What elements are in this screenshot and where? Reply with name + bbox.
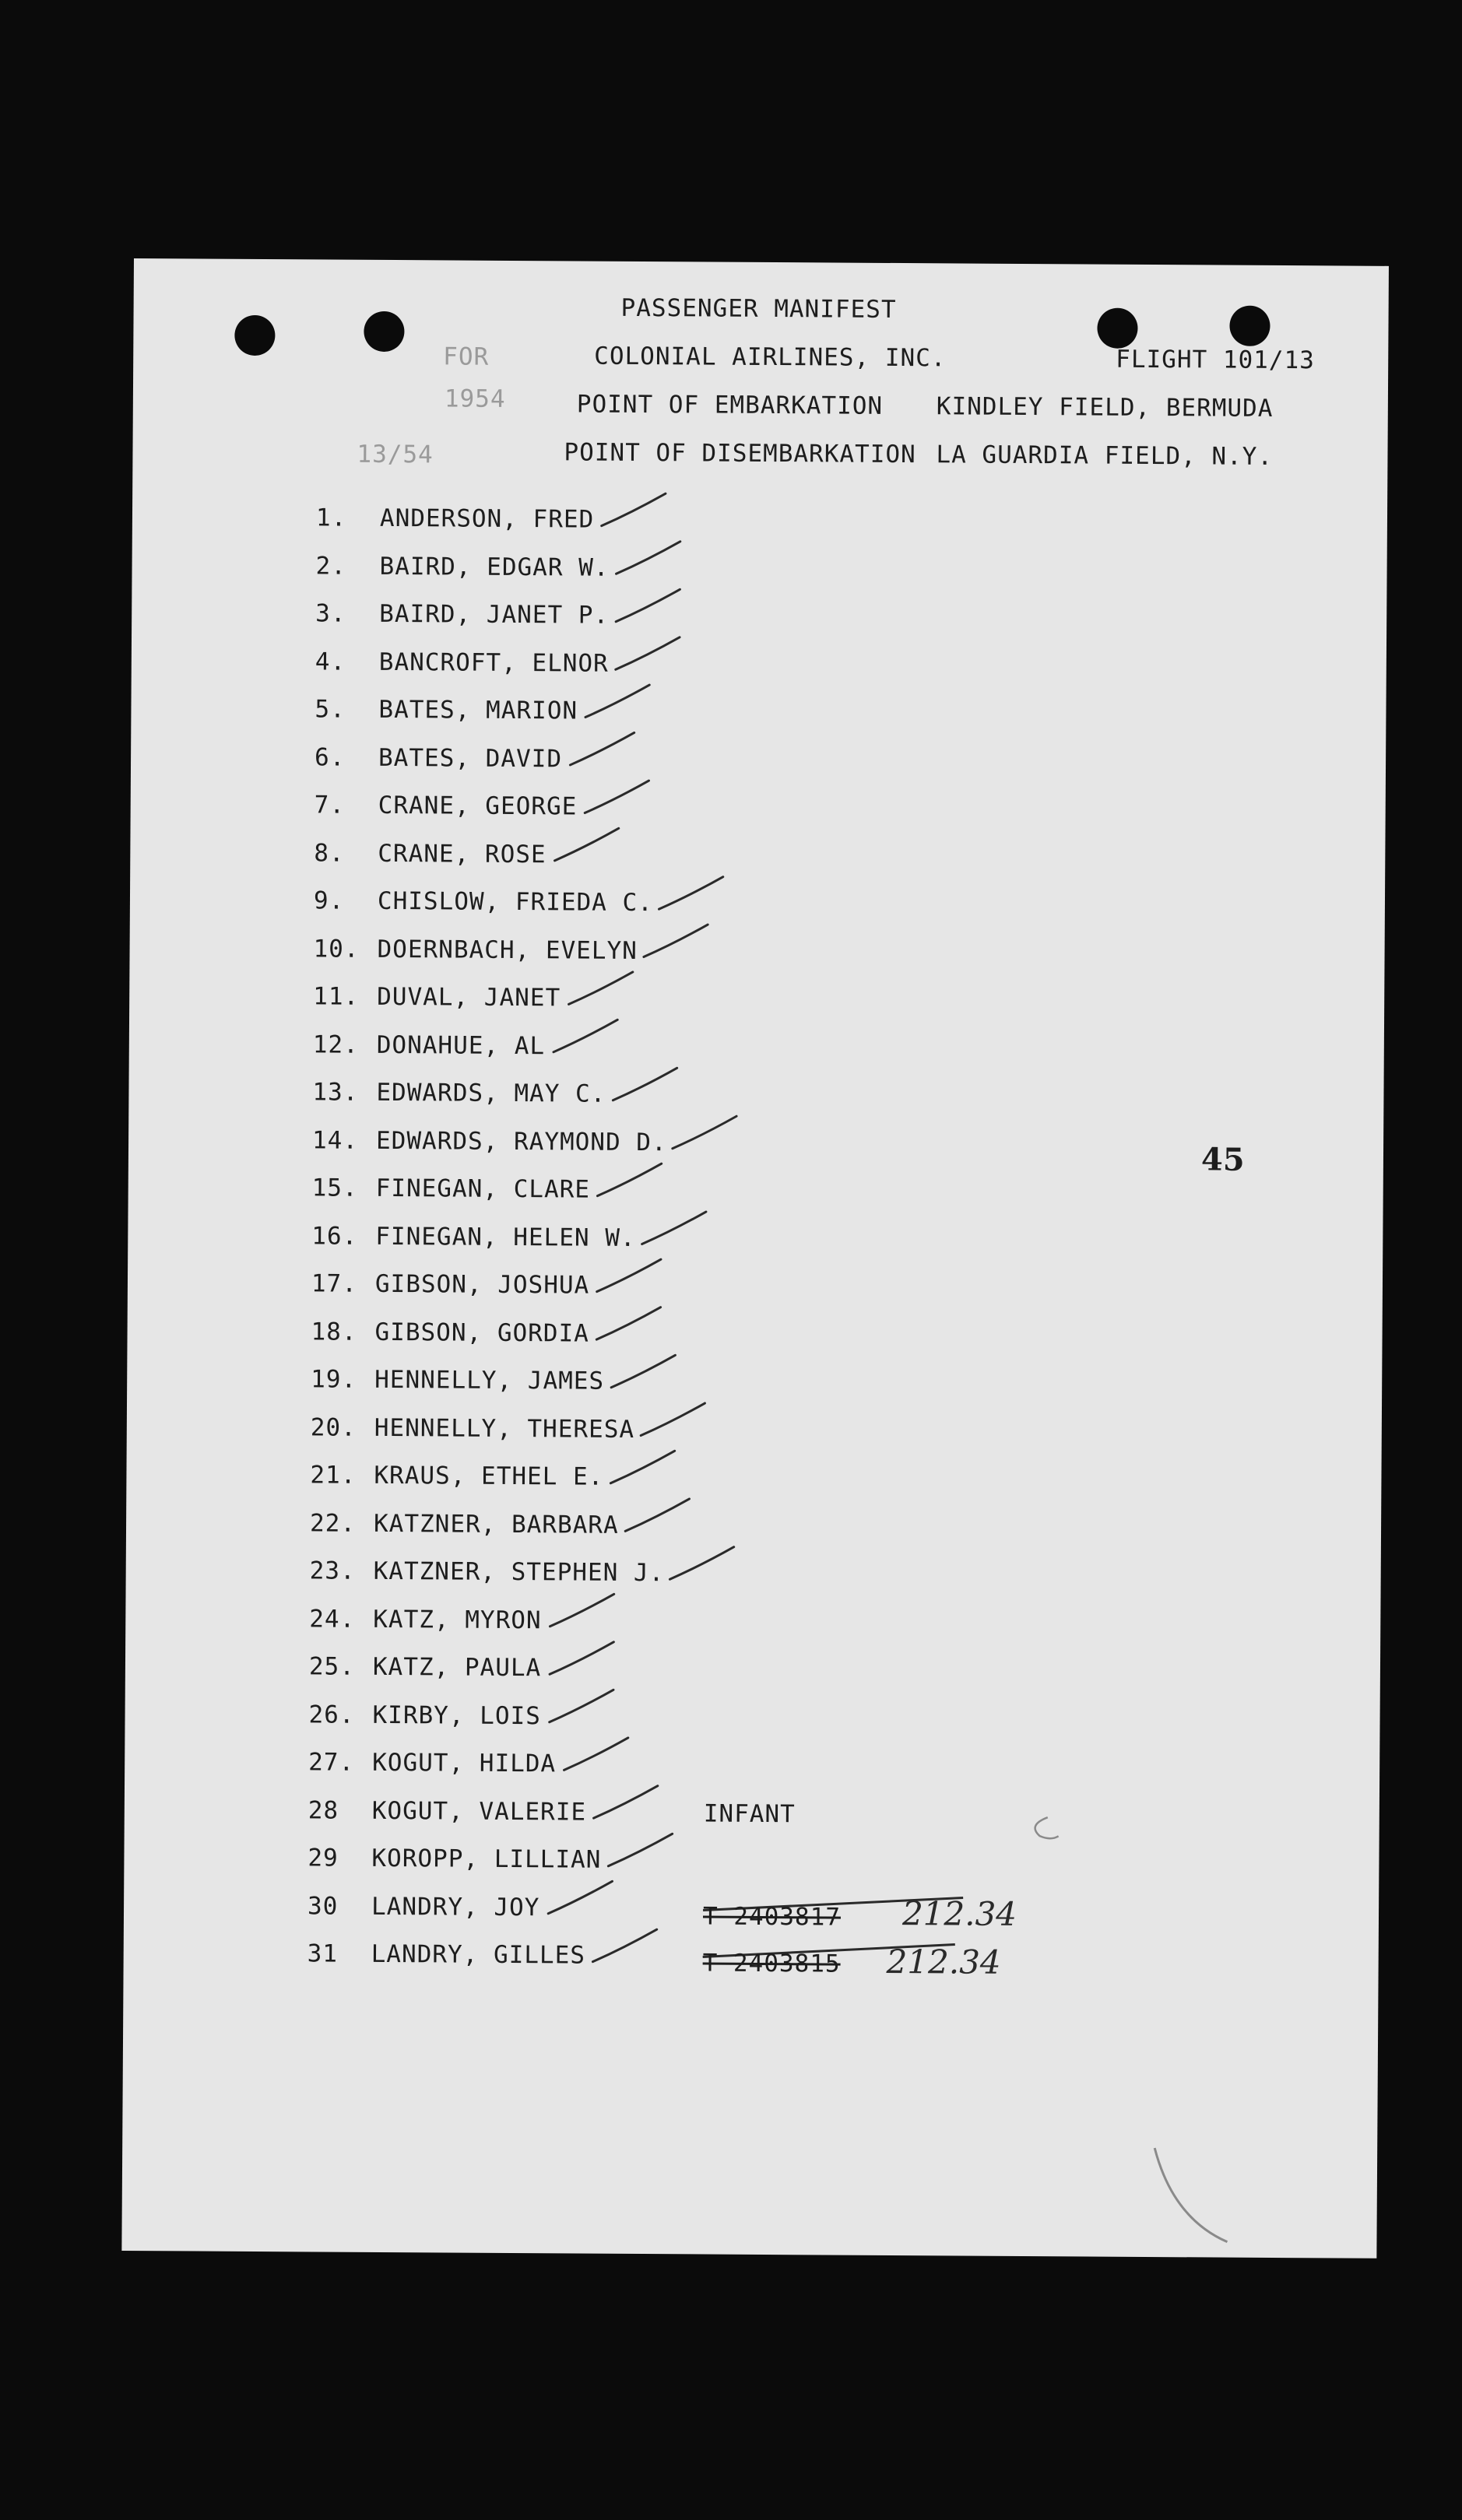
passenger-number: 31 — [307, 1939, 339, 1968]
check-mark — [625, 1498, 689, 1532]
passenger-number: 24. — [309, 1604, 356, 1634]
faint-stamp: 1954 — [444, 384, 506, 413]
check-mark — [611, 1355, 675, 1388]
passenger-name: HENNELLY, JAMES — [374, 1365, 605, 1395]
passenger-number: 26. — [308, 1700, 355, 1729]
embarkation-label: POINT OF EMBARKATION — [576, 390, 884, 420]
passenger-number: 29 — [308, 1844, 339, 1872]
check-mark — [659, 876, 723, 910]
check-mark — [669, 1546, 733, 1580]
passenger-name: BAIRD, JANET P. — [379, 599, 610, 630]
handwritten-amount: 212.34 — [901, 1894, 1017, 1933]
passenger-number: 2. — [315, 551, 347, 581]
passenger-number: 8. — [314, 838, 345, 868]
passenger-number: 1. — [315, 504, 347, 532]
passenger-row — [314, 839, 546, 869]
punch-hole — [364, 311, 404, 352]
passenger-row — [310, 1509, 619, 1539]
manifest-title: PASSENGER MANIFEST — [620, 293, 897, 324]
passenger-row — [308, 1892, 540, 1922]
passenger-row — [311, 1365, 604, 1395]
check-mark — [594, 1785, 658, 1819]
check-mark — [596, 1307, 660, 1340]
passenger-row — [315, 599, 609, 629]
passenger-name: KATZ, PAULA — [372, 1652, 542, 1683]
embarkation-value: KINDLEY FIELD, BERMUDA — [936, 392, 1274, 423]
passenger-name: BANCROFT, ELNOR — [378, 648, 609, 678]
check-mark — [613, 1068, 677, 1101]
check-mark — [585, 685, 649, 718]
check-mark — [642, 1212, 706, 1245]
passenger-number: 14. — [311, 1125, 359, 1155]
passenger-name: BATES, DAVID — [378, 743, 563, 773]
check-mark — [585, 781, 648, 814]
passenger-number: 11. — [313, 982, 360, 1011]
passenger-row — [315, 552, 609, 581]
check-mark — [617, 541, 680, 574]
passenger-name: BATES, MARION — [378, 695, 578, 725]
passenger-row — [315, 695, 578, 725]
passenger-name: LANDRY, JOY — [371, 1892, 540, 1922]
passenger-number: 22. — [309, 1508, 357, 1538]
page-number: 45 — [1200, 1141, 1245, 1178]
passenger-row — [308, 1796, 587, 1826]
check-mark — [550, 1641, 613, 1675]
check-mark — [550, 1594, 613, 1627]
passenger-name: KATZ, MYRON — [373, 1605, 542, 1634]
passenger-row — [313, 982, 561, 1012]
passenger-number: 7. — [314, 791, 346, 820]
passenger-row — [315, 648, 609, 677]
handwritten-amount: 212.34 — [886, 1942, 1001, 1981]
check-mark — [616, 589, 680, 623]
check-mark — [548, 1881, 612, 1915]
passenger-number: 25. — [308, 1652, 356, 1681]
passenger-number: 30 — [307, 1891, 339, 1921]
disembarkation-value: LA GUARDIA FIELD, N.Y. — [936, 440, 1274, 471]
passenger-number: 17. — [311, 1269, 358, 1298]
infant-note: INFANT — [703, 1799, 796, 1829]
passenger-row — [315, 791, 578, 820]
passenger-row — [308, 1700, 541, 1730]
passenger-row — [312, 1174, 591, 1203]
passenger-name: KATZNER, BARBARA — [373, 1509, 619, 1539]
passenger-number: 13. — [312, 1078, 359, 1107]
passenger-row — [313, 935, 637, 965]
passenger-number: 27. — [308, 1748, 355, 1777]
passenger-number: 6. — [314, 742, 346, 772]
passenger-number: 12. — [312, 1030, 359, 1059]
passenger-number: 21. — [310, 1461, 357, 1490]
passenger-number: 18. — [311, 1317, 357, 1346]
passenger-name: DUVAL, JANET — [377, 982, 561, 1013]
check-mark — [644, 925, 708, 958]
passenger-name: KIRBY, LOIS — [372, 1700, 541, 1730]
passenger-number: 23. — [309, 1557, 356, 1585]
passenger-row — [309, 1605, 542, 1634]
passenger-row — [313, 1030, 546, 1060]
check-mark — [616, 637, 680, 670]
passenger-name: EDWARDS, RAYMOND D. — [375, 1126, 667, 1156]
passenger-name: ANDERSON, FRED — [379, 504, 595, 534]
flight-number: FLIGHT 101/13 — [1116, 345, 1315, 375]
passenger-row — [312, 1126, 667, 1156]
passenger-name: LANDRY, GILLES — [371, 1939, 586, 1970]
passenger-name: DONAHUE, AL — [376, 1030, 546, 1060]
passenger-name: GIBSON, JOSHUA — [374, 1269, 590, 1300]
check-mark — [608, 1834, 672, 1867]
passenger-number: 15. — [311, 1174, 358, 1202]
faint-stamp: FOR — [443, 342, 490, 371]
check-mark — [564, 1737, 628, 1771]
passenger-name: KOGUT, VALERIE — [371, 1796, 587, 1827]
passenger-number: 16. — [311, 1221, 358, 1251]
passenger-row — [314, 886, 653, 917]
punch-hole — [234, 315, 275, 356]
passenger-name: KOGUT, HILDA — [372, 1748, 557, 1778]
passenger-number: 5. — [315, 695, 346, 724]
passenger-row — [311, 1222, 635, 1252]
passenger-name: GIBSON, GORDIA — [374, 1318, 589, 1348]
manifest-sheet — [121, 258, 1389, 2259]
pencil-mark — [1154, 2148, 1228, 2242]
check-mark — [592, 1929, 656, 1963]
passenger-name: DOERNBACH, EVELYN — [377, 935, 638, 965]
passenger-name: KOROPP, LILLIAN — [371, 1844, 602, 1874]
passenger-row — [312, 1078, 606, 1107]
passenger-number: 3. — [315, 599, 346, 628]
passenger-number: 9. — [313, 886, 345, 915]
passenger-row — [310, 1557, 665, 1587]
passenger-number: 28 — [308, 1795, 339, 1825]
passenger-name: KATZNER, STEPHEN J. — [373, 1557, 665, 1588]
passenger-name: KRAUS, ETHEL E. — [374, 1461, 604, 1491]
check-mark — [550, 1690, 613, 1723]
passenger-row — [308, 1844, 601, 1873]
pencil-mark — [1035, 1817, 1059, 1838]
passenger-name: BAIRD, EDGAR W. — [379, 552, 610, 582]
passenger-row — [308, 1748, 556, 1778]
check-mark — [602, 493, 666, 527]
ticket-number-struck: T 2403817 — [702, 1902, 842, 1932]
check-mark — [569, 971, 633, 1005]
check-mark — [570, 732, 634, 766]
passenger-row — [315, 743, 562, 773]
passenger-number: 4. — [315, 647, 346, 676]
disembarkation-label: POINT OF DISEMBARKATION — [564, 438, 916, 469]
passenger-name: EDWARDS, MAY C. — [376, 1078, 606, 1108]
ticket-number-struck: T 2403815 — [702, 1949, 841, 1978]
passenger-row — [308, 1939, 586, 1969]
passenger-name: HENNELLY, THERESA — [374, 1413, 635, 1444]
check-mark — [554, 1020, 617, 1053]
passenger-number: 19. — [311, 1365, 357, 1394]
passenger-row — [310, 1461, 603, 1490]
passenger-row — [311, 1413, 634, 1444]
check-mark — [641, 1403, 705, 1437]
passenger-row — [316, 504, 595, 533]
passenger-number: 20. — [310, 1413, 357, 1442]
punch-hole — [1229, 306, 1270, 346]
carrier-name: COLONIAL AIRLINES, INC. — [594, 342, 947, 373]
passenger-row — [309, 1652, 542, 1682]
check-mark — [597, 1259, 661, 1293]
passenger-name: CHISLOW, FRIEDA C. — [377, 886, 654, 918]
passenger-number: 10. — [313, 934, 360, 963]
faint-stamp: 13/54 — [357, 440, 434, 469]
passenger-name: CRANE, ROSE — [378, 839, 546, 869]
check-mark — [597, 1163, 661, 1197]
passenger-name: FINEGAN, HELEN W. — [375, 1222, 636, 1252]
passenger-name: CRANE, GEORGE — [378, 791, 578, 821]
check-mark — [610, 1451, 674, 1484]
punch-hole — [1097, 308, 1137, 349]
passenger-name: FINEGAN, CLARE — [375, 1174, 591, 1204]
check-mark — [554, 828, 618, 862]
passenger-row — [311, 1269, 590, 1299]
passenger-row — [311, 1318, 589, 1347]
check-mark — [673, 1116, 736, 1149]
